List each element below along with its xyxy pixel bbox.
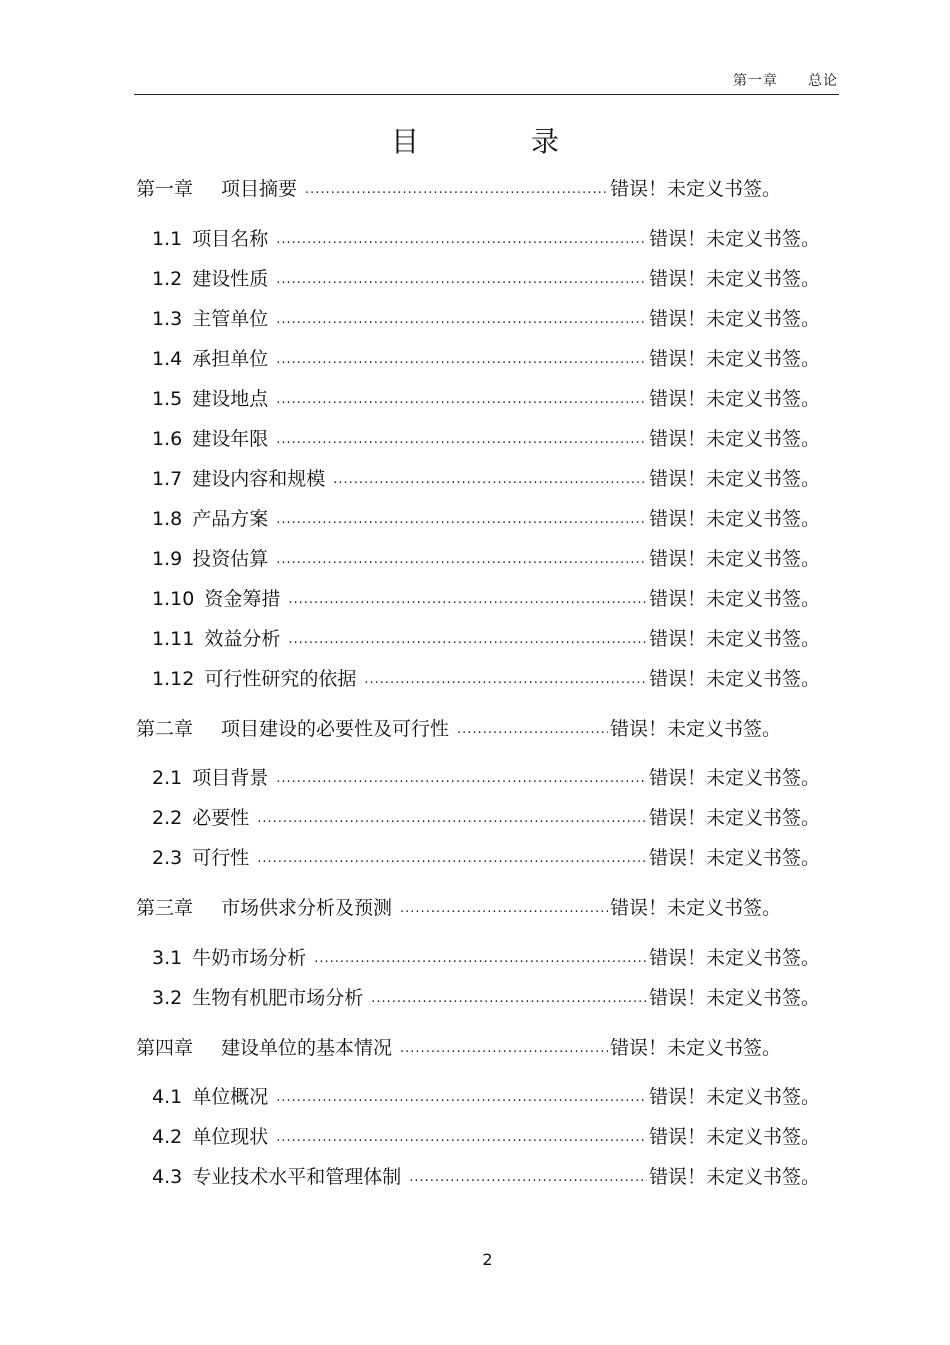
toc-entry-title: 市场供求分析及预测 xyxy=(221,897,393,919)
toc-entry-number: 1.3 xyxy=(152,308,183,330)
toc-entry-label xyxy=(152,1124,268,1150)
toc-entry-label xyxy=(136,895,392,921)
toc-entry-label xyxy=(136,1035,392,1061)
toc-entry-page-ref: 错误！未定义书签。 xyxy=(648,388,820,410)
toc-section-entry[interactable] xyxy=(152,226,820,255)
page-number: 2 xyxy=(482,1250,493,1269)
toc-entry-number: 1.4 xyxy=(152,348,183,370)
toc-entry-number: 4.1 xyxy=(152,1086,183,1108)
toc-entry-title: 投资估算 xyxy=(192,548,269,570)
toc-entry-number: 1.1 xyxy=(152,228,183,250)
toc-entry-label xyxy=(152,346,268,372)
toc-section-entry[interactable] xyxy=(152,466,820,495)
toc-entry-page-ref: 错误！未定义书签。 xyxy=(648,947,820,969)
toc-chapter-entry[interactable] xyxy=(136,176,781,205)
toc-entry-page-ref: 错误！未定义书签。 xyxy=(648,668,820,690)
toc-entry-label xyxy=(152,805,249,831)
toc-leader-dots xyxy=(276,1122,647,1151)
toc-leader-dots xyxy=(288,624,647,653)
toc-entry-title: 可行性 xyxy=(192,847,250,869)
toc-entry-page-ref: 错误！未定义书签。 xyxy=(609,897,781,919)
toc-entry-title: 建设地点 xyxy=(192,388,269,410)
toc-entry-page-ref: 错误！未定义书签。 xyxy=(648,1166,820,1188)
toc-entry-label xyxy=(152,426,268,452)
toc-leader-dots xyxy=(276,763,647,792)
toc-entry-page-ref: 错误！未定义书签。 xyxy=(648,987,820,1009)
toc-leader-dots xyxy=(276,424,647,453)
toc-entry-page-ref: 错误！未定义书签。 xyxy=(648,807,820,829)
toc-entry-number: 1.10 xyxy=(152,588,195,610)
toc-entry-title: 项目背景 xyxy=(192,767,269,789)
toc-entry-number: 4.3 xyxy=(152,1166,183,1188)
toc-entry-number: 1.2 xyxy=(152,268,183,290)
toc-entry-number: 3.1 xyxy=(152,947,183,969)
toc-entry-label xyxy=(152,266,268,292)
toc-entry-label xyxy=(152,506,268,532)
toc-entry-page-ref: 错误！未定义书签。 xyxy=(648,268,820,290)
toc-entry-page-ref: 错误！未定义书签。 xyxy=(648,308,820,330)
toc-leader-dots xyxy=(276,344,647,373)
toc-entry-page-ref: 错误！未定义书签。 xyxy=(648,468,820,490)
toc-entry-label xyxy=(152,546,268,572)
toc-leader-dots xyxy=(276,504,647,533)
toc-entry-title: 主管单位 xyxy=(192,308,269,330)
toc-section-entry[interactable] xyxy=(152,626,820,655)
toc-entry-title: 牛奶市场分析 xyxy=(192,947,307,969)
toc-entry-number: 4.2 xyxy=(152,1126,183,1148)
toc-entry-page-ref: 错误！未定义书签。 xyxy=(648,767,820,789)
toc-entry-title: 必要性 xyxy=(192,807,250,829)
toc-entry-number: 1.5 xyxy=(152,388,183,410)
toc-entry-number: 2.2 xyxy=(152,807,183,829)
toc-leader-dots xyxy=(288,584,647,613)
toc-entry-page-ref: 错误！未定义书签。 xyxy=(609,718,781,740)
toc-entry-title: 生物有机肥市场分析 xyxy=(192,987,364,1009)
toc-section-entry[interactable] xyxy=(152,506,820,535)
toc-entry-title: 项目建设的必要性及可行性 xyxy=(221,718,450,740)
toc-entry-title: 承担单位 xyxy=(192,348,269,370)
toc-entry-number: 1.8 xyxy=(152,508,183,530)
toc-entry-number: 第二章 xyxy=(136,718,194,740)
toc-entry-label xyxy=(152,945,306,971)
toc-leader-dots xyxy=(400,1033,608,1062)
toc-entry-label xyxy=(136,716,449,742)
toc-entry-title: 单位现状 xyxy=(192,1126,269,1148)
toc-entry-page-ref: 错误！未定义书签。 xyxy=(648,228,820,250)
toc-entry-page-ref: 错误！未定义书签。 xyxy=(648,428,820,450)
toc-section-entry[interactable] xyxy=(152,546,820,575)
toc-entry-label xyxy=(152,1164,401,1190)
toc-entry-number: 3.2 xyxy=(152,987,183,1009)
toc-entry-number: 2.1 xyxy=(152,767,183,789)
toc-section-entry[interactable] xyxy=(152,426,820,455)
toc-section-entry[interactable] xyxy=(152,985,820,1014)
toc-section-entry[interactable] xyxy=(152,945,820,974)
toc-entry-label xyxy=(152,306,268,332)
toc-entry-page-ref: 错误！未定义书签。 xyxy=(648,588,820,610)
toc-entry-page-ref: 错误！未定义书签。 xyxy=(648,508,820,530)
toc-section-entry[interactable] xyxy=(152,765,820,794)
toc-entry-number: 1.11 xyxy=(152,628,195,650)
toc-entry-title: 建设内容和规模 xyxy=(192,468,326,490)
toc-leader-dots xyxy=(276,384,647,413)
toc-entry-title: 可行性研究的依据 xyxy=(204,668,357,690)
toc-entry-title: 单位概况 xyxy=(192,1086,269,1108)
toc-section-entry[interactable] xyxy=(152,1124,820,1153)
toc-leader-dots xyxy=(276,264,647,293)
toc-entry-page-ref: 错误！未定义书签。 xyxy=(609,178,781,200)
toc-leader-dots xyxy=(314,943,647,972)
toc-leader-dots xyxy=(409,1162,647,1191)
toc-leader-dots xyxy=(457,714,608,743)
toc-title-right: 录 xyxy=(531,125,560,158)
toc-entry-label xyxy=(152,845,249,871)
toc-entry-title: 资金筹措 xyxy=(204,588,281,610)
toc-section-entry[interactable] xyxy=(152,586,820,615)
toc-entry-label xyxy=(152,666,356,692)
toc-leader-dots xyxy=(276,544,647,573)
toc-entry-page-ref: 错误！未定义书签。 xyxy=(609,1037,781,1059)
toc-entry-page-ref: 错误！未定义书签。 xyxy=(648,1126,820,1148)
toc-leader-dots xyxy=(276,1082,647,1111)
toc-entry-number: 1.6 xyxy=(152,428,183,450)
toc-entry-page-ref: 错误！未定义书签。 xyxy=(648,348,820,370)
toc-entry-title: 项目名称 xyxy=(192,228,269,250)
toc-leader-dots xyxy=(276,304,647,333)
toc-leader-dots xyxy=(333,464,647,493)
toc-entry-label xyxy=(152,1084,268,1110)
running-header-text: 第一章 总论 xyxy=(733,73,838,89)
toc-entry-page-ref: 错误！未定义书签。 xyxy=(648,628,820,650)
toc-title-left: 目 xyxy=(390,125,419,158)
toc-entry-number: 1.9 xyxy=(152,548,183,570)
toc-entry-number: 第一章 xyxy=(136,178,194,200)
toc-entry-title: 产品方案 xyxy=(192,508,269,530)
toc-entry-label xyxy=(152,226,268,252)
toc-entry-number: 第四章 xyxy=(136,1037,194,1059)
toc-entry-page-ref: 错误！未定义书签。 xyxy=(648,548,820,570)
toc-section-entry[interactable] xyxy=(152,1164,820,1193)
toc-entry-page-ref: 错误！未定义书签。 xyxy=(648,847,820,869)
toc-leader-dots xyxy=(276,224,647,253)
toc-entry-label xyxy=(152,765,268,791)
toc-entry-title: 专业技术水平和管理体制 xyxy=(192,1166,402,1188)
toc-leader-dots xyxy=(400,893,608,922)
toc-entry-number: 1.7 xyxy=(152,468,183,490)
toc-section-entry[interactable] xyxy=(152,386,820,415)
toc-entry-label xyxy=(152,586,280,612)
toc-entry-label xyxy=(152,466,325,492)
toc-chapter-entry[interactable] xyxy=(136,716,781,745)
toc-entry-number: 第三章 xyxy=(136,897,194,919)
toc-leader-dots xyxy=(257,843,647,872)
toc-section-entry[interactable] xyxy=(152,1084,820,1113)
toc-section-entry[interactable] xyxy=(152,346,820,375)
toc-entry-title: 效益分析 xyxy=(204,628,281,650)
toc-section-entry[interactable] xyxy=(152,845,820,874)
toc-entry-title: 建设年限 xyxy=(192,428,269,450)
toc-leader-dots xyxy=(257,803,647,832)
toc-entry-label xyxy=(152,985,363,1011)
toc-entry-page-ref: 错误！未定义书签。 xyxy=(648,1086,820,1108)
toc-leader-dots xyxy=(305,174,608,203)
toc-leader-dots xyxy=(371,983,647,1012)
toc-entry-label xyxy=(152,626,280,652)
toc-entry-title: 项目摘要 xyxy=(221,178,298,200)
toc-entry-number: 1.12 xyxy=(152,668,195,690)
toc-entry-number: 2.3 xyxy=(152,847,183,869)
toc-section-entry[interactable] xyxy=(152,805,820,834)
toc-entry-label xyxy=(136,176,297,202)
toc-section-entry[interactable] xyxy=(152,266,820,295)
toc-entry-title: 建设单位的基本情况 xyxy=(221,1037,393,1059)
toc-chapter-entry[interactable] xyxy=(136,1035,781,1064)
toc-leader-dots xyxy=(364,664,647,693)
toc-chapter-entry[interactable] xyxy=(136,895,781,924)
toc-section-entry[interactable] xyxy=(152,306,820,335)
toc-entry-label xyxy=(152,386,268,412)
toc-entry-title: 建设性质 xyxy=(192,268,269,290)
toc-section-entry[interactable] xyxy=(152,666,820,695)
